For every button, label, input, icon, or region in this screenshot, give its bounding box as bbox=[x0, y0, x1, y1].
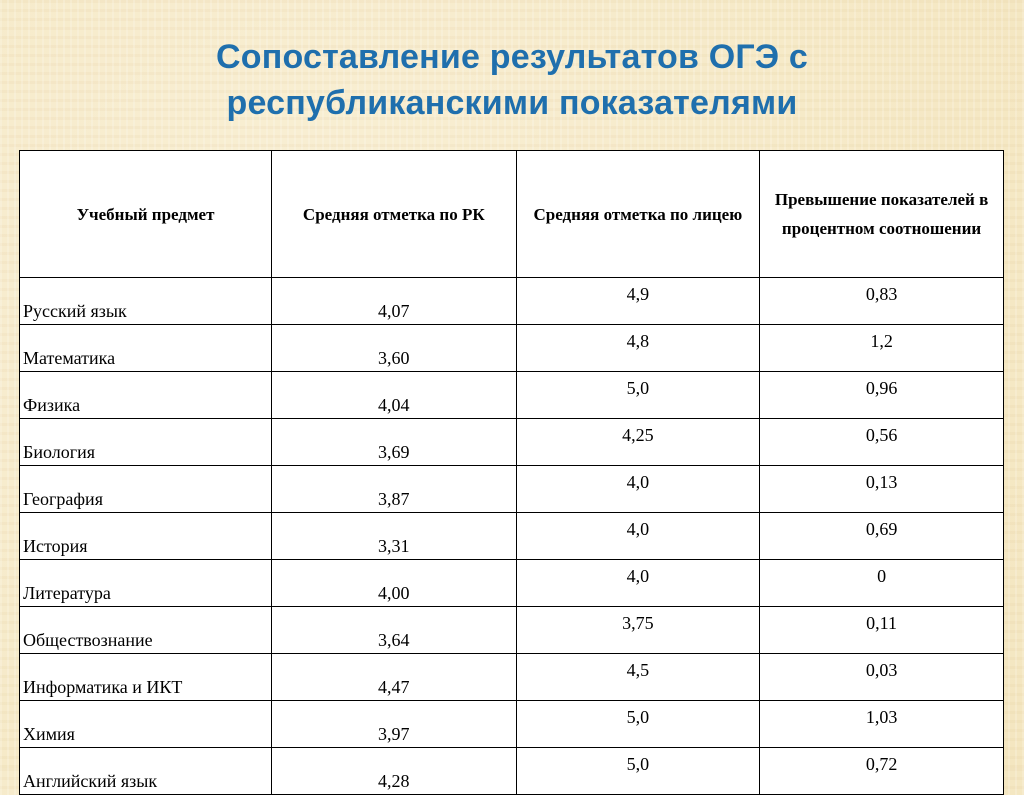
cell-subject: Английский язык bbox=[20, 748, 272, 795]
cell-lyceum-average: 4,25 bbox=[516, 419, 760, 466]
cell-rk-average: 4,04 bbox=[272, 372, 517, 419]
cell-subject: География bbox=[20, 466, 272, 513]
cell-subject: Физика bbox=[20, 372, 272, 419]
cell-subject: История bbox=[20, 513, 272, 560]
cell-lyceum-average: 4,0 bbox=[516, 560, 760, 607]
cell-excess-percent: 0,13 bbox=[760, 466, 1004, 513]
cell-lyceum-average: 4,0 bbox=[516, 466, 760, 513]
table-row bbox=[20, 607, 1004, 654]
header-subject: Учебный предмет bbox=[20, 151, 272, 278]
table-row bbox=[20, 701, 1004, 748]
cell-rk-average: 3,60 bbox=[272, 325, 517, 372]
header-lyceum-average: Средняя отметка по лицею bbox=[516, 151, 760, 278]
table-row bbox=[20, 278, 1004, 325]
cell-subject: Русский язык bbox=[20, 278, 272, 325]
cell-rk-average: 3,69 bbox=[272, 419, 517, 466]
table-row bbox=[20, 560, 1004, 607]
table-row bbox=[20, 513, 1004, 560]
cell-lyceum-average: 4,9 bbox=[516, 278, 760, 325]
table-row bbox=[20, 654, 1004, 701]
results-table bbox=[19, 150, 1004, 795]
cell-lyceum-average: 4,0 bbox=[516, 513, 760, 560]
cell-rk-average: 3,97 bbox=[272, 701, 517, 748]
cell-rk-average: 4,47 bbox=[272, 654, 517, 701]
cell-excess-percent: 0,96 bbox=[760, 372, 1004, 419]
table-row bbox=[20, 466, 1004, 513]
table-row bbox=[20, 372, 1004, 419]
cell-excess-percent: 0,83 bbox=[760, 278, 1004, 325]
cell-excess-percent: 1,03 bbox=[760, 701, 1004, 748]
cell-subject: Математика bbox=[20, 325, 272, 372]
cell-rk-average: 4,00 bbox=[272, 560, 517, 607]
table-header-row bbox=[20, 151, 1004, 278]
slide-title-line-1: Сопоставление результатов ОГЭ с bbox=[215, 38, 808, 76]
cell-rk-average: 4,07 bbox=[272, 278, 517, 325]
table-body bbox=[20, 278, 1004, 795]
cell-rk-average: 3,31 bbox=[272, 513, 517, 560]
cell-excess-percent: 1,2 bbox=[760, 325, 1004, 372]
cell-lyceum-average: 4,8 bbox=[516, 325, 760, 372]
cell-subject: Информатика и ИКТ bbox=[20, 654, 272, 701]
cell-excess-percent: 0 bbox=[760, 560, 1004, 607]
cell-lyceum-average: 3,75 bbox=[516, 607, 760, 654]
header-excess-percent: Превышение показателей в процентном соотношении bbox=[760, 151, 1004, 278]
cell-excess-percent: 0,69 bbox=[760, 513, 1004, 560]
cell-lyceum-average: 5,0 bbox=[516, 372, 760, 419]
cell-subject: Обществознание bbox=[20, 607, 272, 654]
cell-excess-percent: 0,11 bbox=[760, 607, 1004, 654]
cell-excess-percent: 0,56 bbox=[760, 419, 1004, 466]
table-row bbox=[20, 419, 1004, 466]
slide-title bbox=[0, 34, 1024, 126]
cell-subject: Химия bbox=[20, 701, 272, 748]
table-row bbox=[20, 748, 1004, 795]
cell-lyceum-average: 5,0 bbox=[516, 701, 760, 748]
cell-lyceum-average: 4,5 bbox=[516, 654, 760, 701]
cell-lyceum-average: 5,0 bbox=[516, 748, 760, 795]
cell-subject: Биология bbox=[20, 419, 272, 466]
table-row bbox=[20, 325, 1004, 372]
cell-excess-percent: 0,03 bbox=[760, 654, 1004, 701]
cell-rk-average: 4,28 bbox=[272, 748, 517, 795]
header-rk-average: Средняя отметка по РК bbox=[272, 151, 517, 278]
cell-rk-average: 3,64 bbox=[272, 607, 517, 654]
slide-title-line-2: республиканскими показателями bbox=[226, 84, 798, 122]
cell-subject: Литература bbox=[20, 560, 272, 607]
cell-rk-average: 3,87 bbox=[272, 466, 517, 513]
cell-excess-percent: 0,72 bbox=[760, 748, 1004, 795]
